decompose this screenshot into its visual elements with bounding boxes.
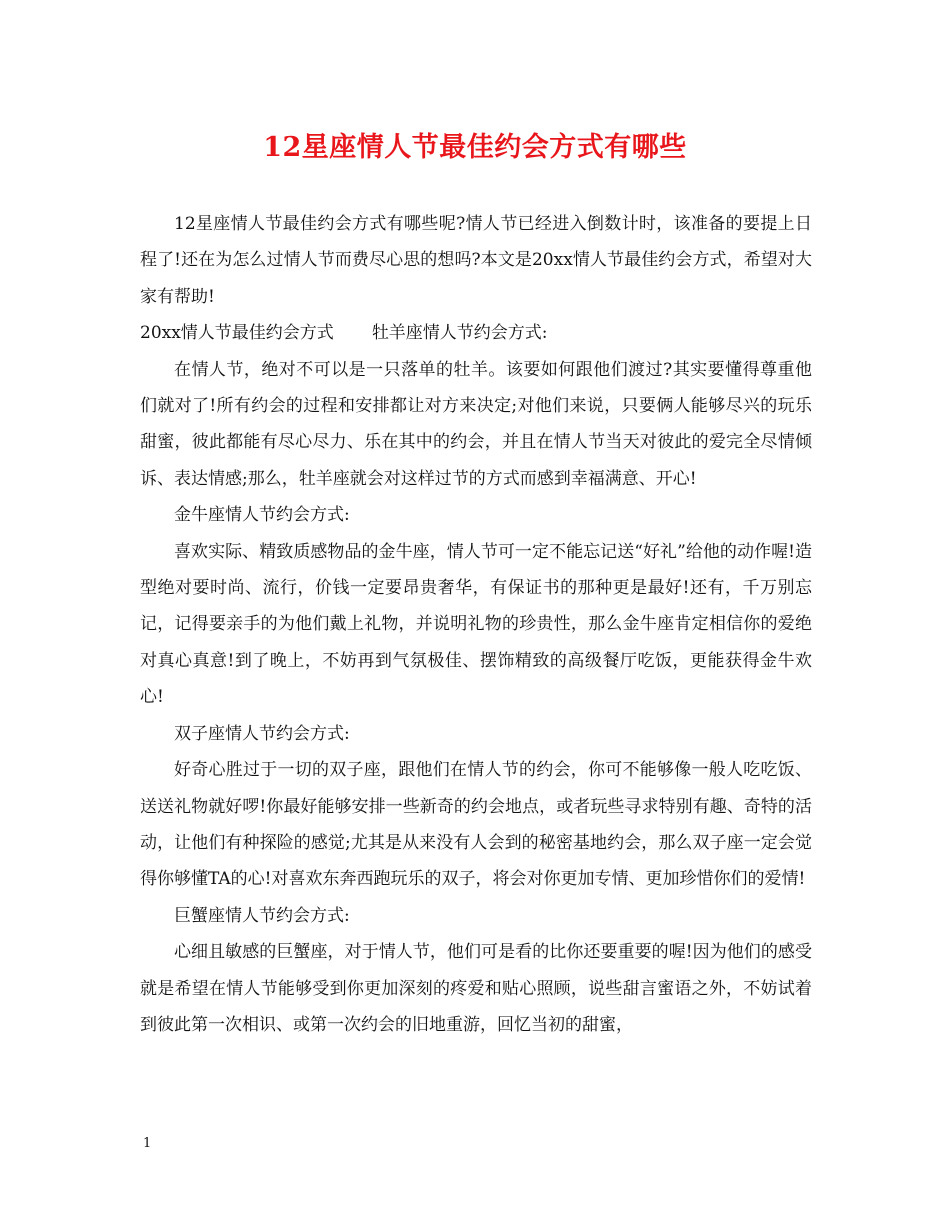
cancer-paragraph: 心细且敏感的巨蟹座，对于情人节，他们可是看的比你还要重要的喔!因为他们的感受就是希望在情人节能够受到你更加深刻的疼爱和贴心照顾，说些甜言蜜语之外，不妨试着到彼此第一次相识、或第一次约会的旧地重游，回忆当初的甜蜜， (140, 942, 812, 1035)
section-subheading-line (140, 315, 812, 351)
aries-heading: 牡羊座情人节约会方式: (371, 323, 548, 344)
document-body (140, 206, 812, 1043)
aries-paragraph: 在情人节，绝对不可以是一只落单的牡羊。该要如何跟他们渡过?其实要懂得尊重他们就对了!所有约会的过程和安排都让对方来决定;对他们来说，只要俩人能够尽兴的玩乐甜蜜，彼此都能有尽心尽力、乐在其中的约会，并且在情人节当天对彼此的爱完全尽情倾诉、表达情感;那么，牡羊座就会对这样过节的方式而感到幸福满意、开心! (140, 359, 812, 489)
taurus-heading: 金牛座情人节约会方式: (174, 505, 350, 526)
taurus-paragraph: 喜欢实际、精致质感物品的金牛座，情人节可一定不能忘记送“好礼”给他的动作喔!造型绝对要时尚、流行，价钱一定要昂贵奢华，有保证书的那种更是最好!还有，千万别忘记，记得要亲手的为他们戴上礼物，并说明礼物的珍贵性，那么金牛座肯定相信你的爱绝对真心真意!到了晚上，不妨再到气氛极佳、摆饰精致的高级餐厅吃饭，更能获得金牛欢心! (140, 541, 812, 708)
page-number: 1 (143, 1136, 152, 1151)
gemini-paragraph: 好奇心胜过于一切的双子座，跟他们在情人节的约会，你可不能够像一般人吃吃饭、送送礼物就好啰!你最好能够安排一些新奇的约会地点，或者玩些寻求特别有趣、奇特的活动，让他们有种探险的感觉;尤其是从来没有人会到的秘密基地约会，那么双子座一定会觉得你够懂TA的心!对喜欢东奔西跑玩乐的双子，将会对你更加专情、更加珍惜你们的爱情! (140, 760, 812, 890)
subheading-left: 20xx情人节最佳约会方式 (140, 323, 334, 344)
cancer-heading: 巨蟹座情人节约会方式: (174, 905, 350, 926)
intro-paragraph: 12星座情人节最佳约会方式有哪些呢?情人节已经进入倒数计时，该准备的要提上日程了!还在为怎么过情人节而费尽心思的想吗?本文是20xx情人节最佳约会方式，希望对大家有帮助! (140, 214, 812, 307)
document-title: 12星座情人节最佳约会方式有哪些 (263, 132, 687, 163)
gemini-heading: 双子座情人节约会方式: (174, 723, 350, 744)
